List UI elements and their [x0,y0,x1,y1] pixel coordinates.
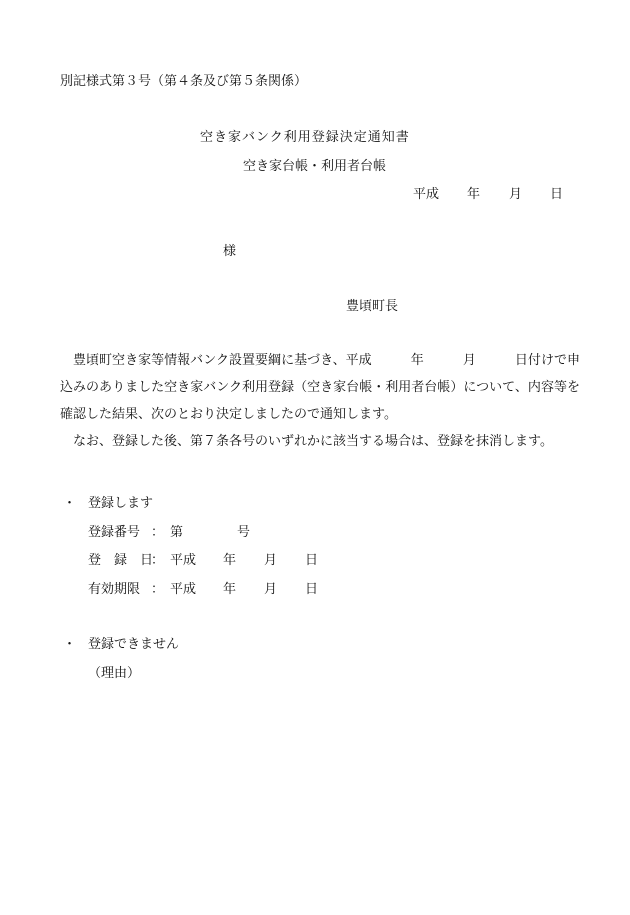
option-rejected-bullet: ・ [63,637,77,652]
date-year: 年 [223,582,237,597]
date-era: 平成 [170,582,197,597]
header-date [413,188,563,201]
addressee-suffix: 様 [223,244,237,259]
date-month: 月 [264,553,278,568]
registration-date-label: 登 録 日 [88,553,154,568]
date-era: 平成 [413,187,440,202]
registration-date [170,554,318,567]
date-month: 月 [264,582,278,597]
date-era: 平成 [170,553,197,568]
registration-number-colon: ： [151,525,165,540]
document-title: 空き家バンク利用登録決定通知書 [200,130,410,145]
expiry-date-label: 有効期限 [88,582,141,597]
option-registered-bullet: ・ [63,496,77,511]
registration-number-prefix: 第 [170,525,184,540]
option-rejected-label: 登録できません [88,637,180,652]
body-text [60,347,580,455]
expiry-date-colon: ： [151,582,165,597]
document-subtitle: 空き家台帳・利用者台帳 [243,159,387,174]
registration-number-label: 登録番号 [88,525,141,540]
expiry-date [170,583,318,596]
date-year: 年 [223,553,237,568]
form-label: 別記様式第３号（第４条及び第５条関係） [60,74,308,89]
body-paragraph-2: なお、登録した後、第７条各号のいずれかに該当する場合は、登録を抹消します。 [73,434,553,449]
date-day: 日 [550,187,564,202]
date-month: 月 [509,187,523,202]
date-year: 年 [467,187,481,202]
option-registered-label: 登録します [88,496,154,511]
registration-date-colon: ： [151,553,165,568]
date-day: 日 [305,553,319,568]
registration-number-suffix: 号 [237,525,251,540]
sender-name: 豊頃町長 [346,299,399,314]
date-day: 日 [305,582,319,597]
body-paragraph-1: 豊頃町空き家等情報バンク設置要綱に基づき、平成 年 月 日付けで申込みのありました空き家バンク利用登録（空き家台帳・利用者台帳）について、内容等を確認した結果、次のとおり決定しましたので通知します。 [60,353,580,422]
rejection-reason-label: （理由） [88,666,141,681]
